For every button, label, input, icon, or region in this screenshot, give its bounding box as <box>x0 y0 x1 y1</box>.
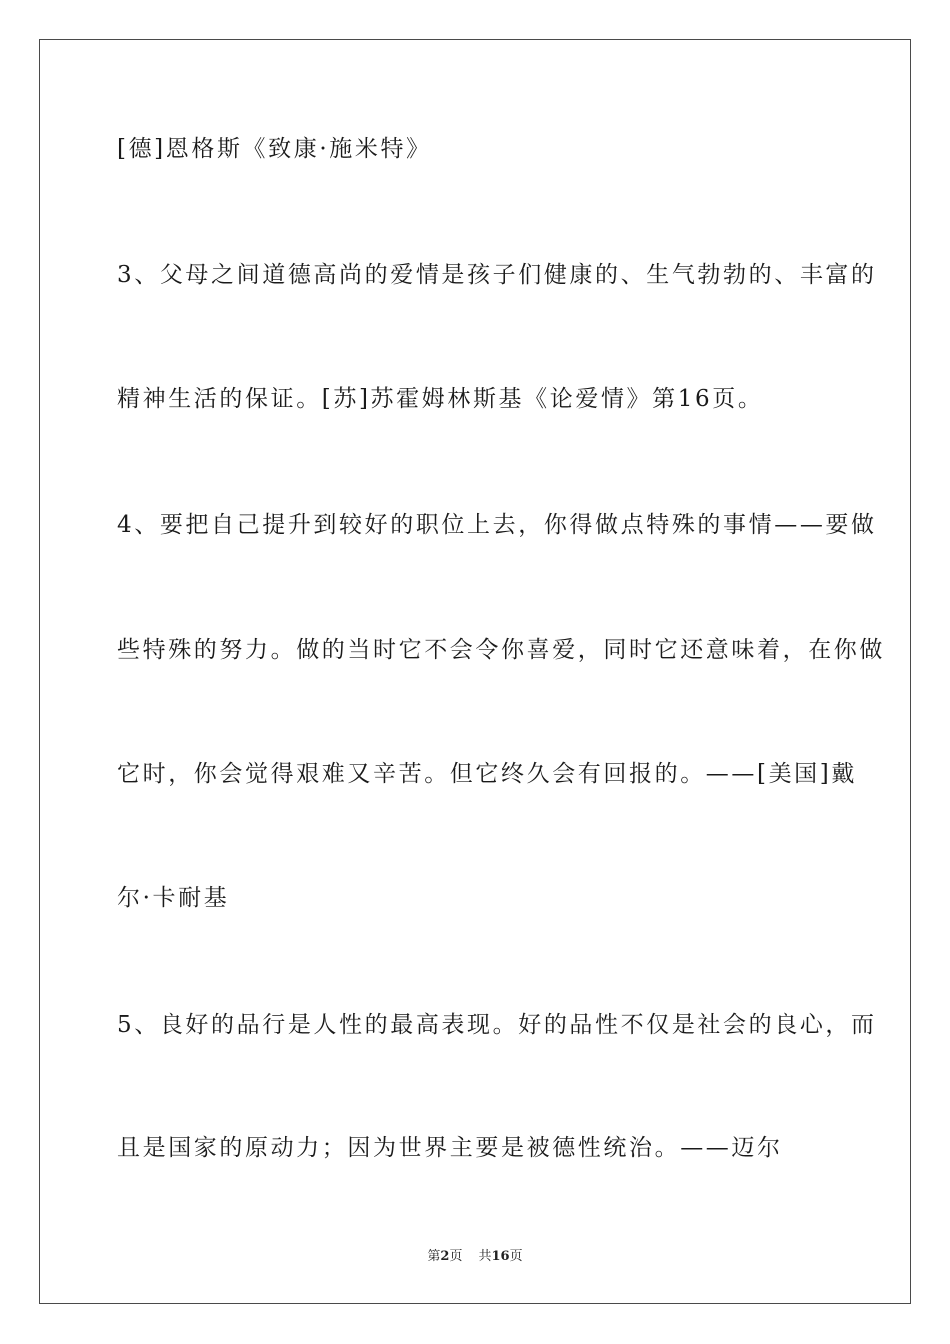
page-border <box>39 39 911 1304</box>
text-line-7: 尔·卡耐基 <box>117 885 230 911</box>
text-line-9: 且是国家的原动力；因为世界主要是被德性统治。——迈尔 <box>117 1135 783 1161</box>
total-suffix: 页 <box>509 1249 523 1264</box>
page-suffix: 页 <box>449 1249 463 1264</box>
text-line-6: 它时，你会觉得艰难又辛苦。但它终久会有回报的。——[美国]戴 <box>117 761 857 787</box>
page-number: 2 <box>440 1249 450 1264</box>
total-prefix: 共 <box>478 1249 492 1264</box>
page-prefix: 第 <box>427 1249 441 1264</box>
page-footer <box>0 1248 950 1266</box>
text-line-8: 5、良好的品行是人性的最高表现。好的品性不仅是社会的良心，而 <box>117 1012 877 1038</box>
text-line-3: 精神生活的保证。[苏]苏霍姆林斯基《论爱情》第16页。 <box>117 386 764 412</box>
text-line-2: 3、父母之间道德高尚的爱情是孩子们健康的、生气勃勃的、丰富的 <box>117 262 877 288</box>
text-line-5: 些特殊的努力。做的当时它不会令你喜爱，同时它还意味着，在你做 <box>117 637 885 663</box>
text-line-4: 4、要把自己提升到较好的职位上去，你得做点特殊的事情——要做 <box>117 512 877 538</box>
total-pages: 16 <box>491 1249 510 1264</box>
text-line-1: [德]恩格斯《致康·施米特》 <box>117 136 432 162</box>
